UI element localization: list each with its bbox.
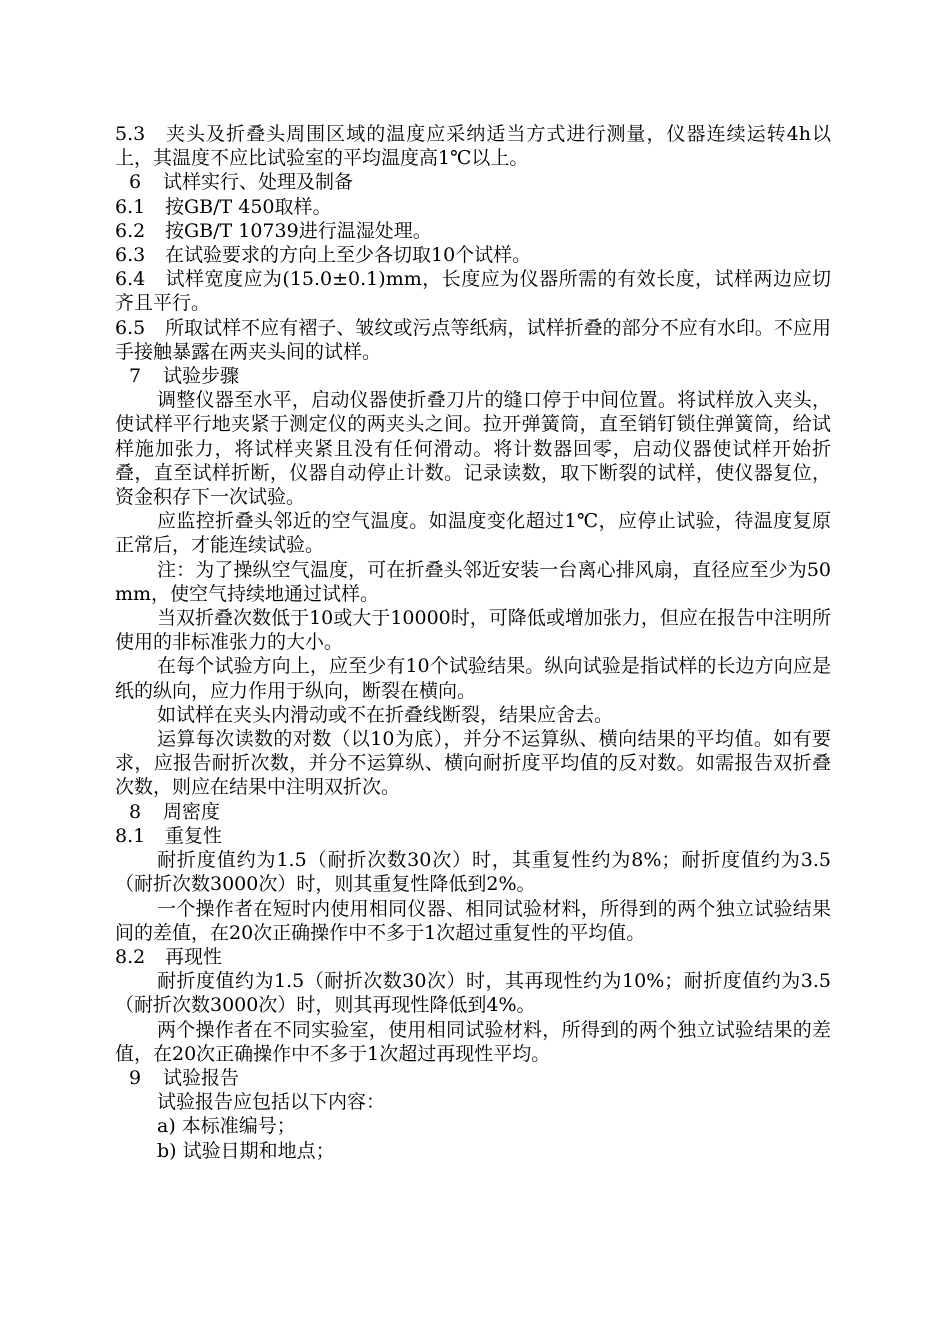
clause-text: 夹头及折叠头周围区域的温度应采纳适当方式进行测量，仪器连续运转4h以上，其温度不应比试验室的平均温度高1℃以上。	[115, 123, 831, 170]
paragraph-report-intro: 试验报告应包括以下内容：	[157, 1091, 386, 1114]
clause-8-1	[115, 824, 831, 848]
clause-text: 重复性	[165, 824, 223, 847]
clause-number: 6.5	[115, 316, 146, 339]
section-number: 8	[129, 800, 142, 823]
clause-text: 按GB/T 450取样。	[165, 195, 332, 218]
clause-number: 5.3	[115, 123, 146, 145]
list-item-a: a) 本标准编号；	[157, 1115, 296, 1138]
clause-number: 6.3	[115, 244, 146, 267]
section-title: 周密度	[163, 800, 221, 823]
paragraph-calculation: 运算每次读数的对数（以10为底），并分不运算纵、横向结果的平均值。如有要求，应报告耐折次数，并分不运算纵、横向耐折度平均值的反对数。如需报告双折叠次数，则应在结果中注明双折次。	[115, 728, 831, 799]
paragraph-procedure: 调整仪器至水平，启动仪器使折叠刀片的缝口停于中间位置。将试样放入夹头，使试样平行地夹紧于测定仪的两夹头之间。拉开弹簧筒，直至销钉锁住弹簧筒，给试样施加张力，将试样夹紧且没有任何滑动。将计数器回零，启动仪器使试样开始折叠，直至试样折断，仪器自动停止计数。记录读数，取下断裂的试样，使仪器复位，资金积存下一次试验。	[115, 389, 831, 509]
clause-number: 8.2	[115, 945, 146, 968]
list-item-b: b) 试验日期和地点；	[157, 1139, 335, 1162]
clause-5-3	[115, 122, 831, 170]
clause-number: 6.1	[115, 195, 146, 218]
section-heading-8	[115, 800, 831, 824]
paragraph-temperature: 应监控折叠头邻近的空气温度。如温度变化超过1℃，应停止试验，待温度复原正常后，才能连续试验。	[115, 510, 831, 557]
clause-6-4	[115, 267, 831, 315]
clause-number: 8.1	[115, 824, 146, 847]
section-number: 9	[129, 1066, 142, 1089]
clause-text: 再现性	[165, 945, 223, 968]
section-title: 试样实行、处理及制备	[163, 171, 354, 194]
clause-6-5	[115, 316, 831, 364]
paragraph-direction: 在每个试验方向上，应至少有10个试验结果。纵向试验是指试样的长边方向应是纸的纵向，应力作用于纵向，断裂在横向。	[115, 655, 831, 702]
section-title: 试验报告	[163, 1066, 240, 1089]
clause-text: 在试验要求的方向上至少各切取10个试样。	[165, 244, 532, 267]
clause-6-3	[115, 243, 831, 267]
paragraph-discard: 如试样在夹头内滑动或不在折叠线断裂，结果应舍去。	[157, 703, 614, 726]
paragraph-reproducibility-values: 耐折度值约为1.5（耐折次数30次）时，其再现性约为10%；耐折度值约为3.5（耐折次数3000次）时，则其再现性降低到4%。	[115, 970, 831, 1017]
clause-text: 所取试样不应有褶子、皱纹或污点等纸病，试样折叠的部分不应有水印。不应用手接触暴露在两夹头间的试样。	[115, 316, 831, 363]
section-number: 7	[129, 365, 142, 388]
paragraph-tension: 当双折叠次数低于10或大于10000时，可降低或增加张力，但应在报告中注明所使用的非标准张力的大小。	[115, 607, 831, 654]
clause-6-2	[115, 219, 831, 243]
section-heading-9	[115, 1066, 831, 1090]
section-title: 试验步骤	[163, 365, 240, 388]
clause-8-2	[115, 945, 831, 969]
section-number: 6	[129, 171, 142, 194]
document-page	[115, 122, 831, 1163]
clause-number: 6.4	[115, 268, 146, 291]
clause-number: 6.2	[115, 219, 146, 242]
clause-text: 试样宽度应为(15.0±0.1)mm，长度应为仪器所需的有效长度，试样两边应切齐且平行。	[115, 268, 831, 315]
section-heading-6	[115, 170, 831, 194]
paragraph-repeatability-definition: 一个操作者在短时内使用相同仪器、相同试验材料，所得到的两个独立试验结果间的差值，在20次正确操作中不多于1次超过重复性的平均值。	[115, 897, 831, 944]
clause-text: 按GB/T 10739进行温湿处理。	[165, 219, 432, 242]
clause-6-1	[115, 195, 831, 219]
section-heading-7	[115, 364, 831, 388]
paragraph-reproducibility-definition: 两个操作者在不同实验室，使用相同试验材料，所得到的两个独立试验结果的差值，在20次正确操作中不多于1次超过再现性平均。	[115, 1018, 831, 1065]
paragraph-note: 注：为了操纵空气温度，可在折叠头邻近安装一台离心排风扇，直径应至少为50mm，使空气持续地通过试样。	[115, 558, 831, 605]
paragraph-repeatability-values: 耐折度值约为1.5（耐折次数30次）时，其重复性约为8%；耐折度值约为3.5（耐折次数3000次）时，则其重复性降低到2%。	[115, 849, 831, 896]
